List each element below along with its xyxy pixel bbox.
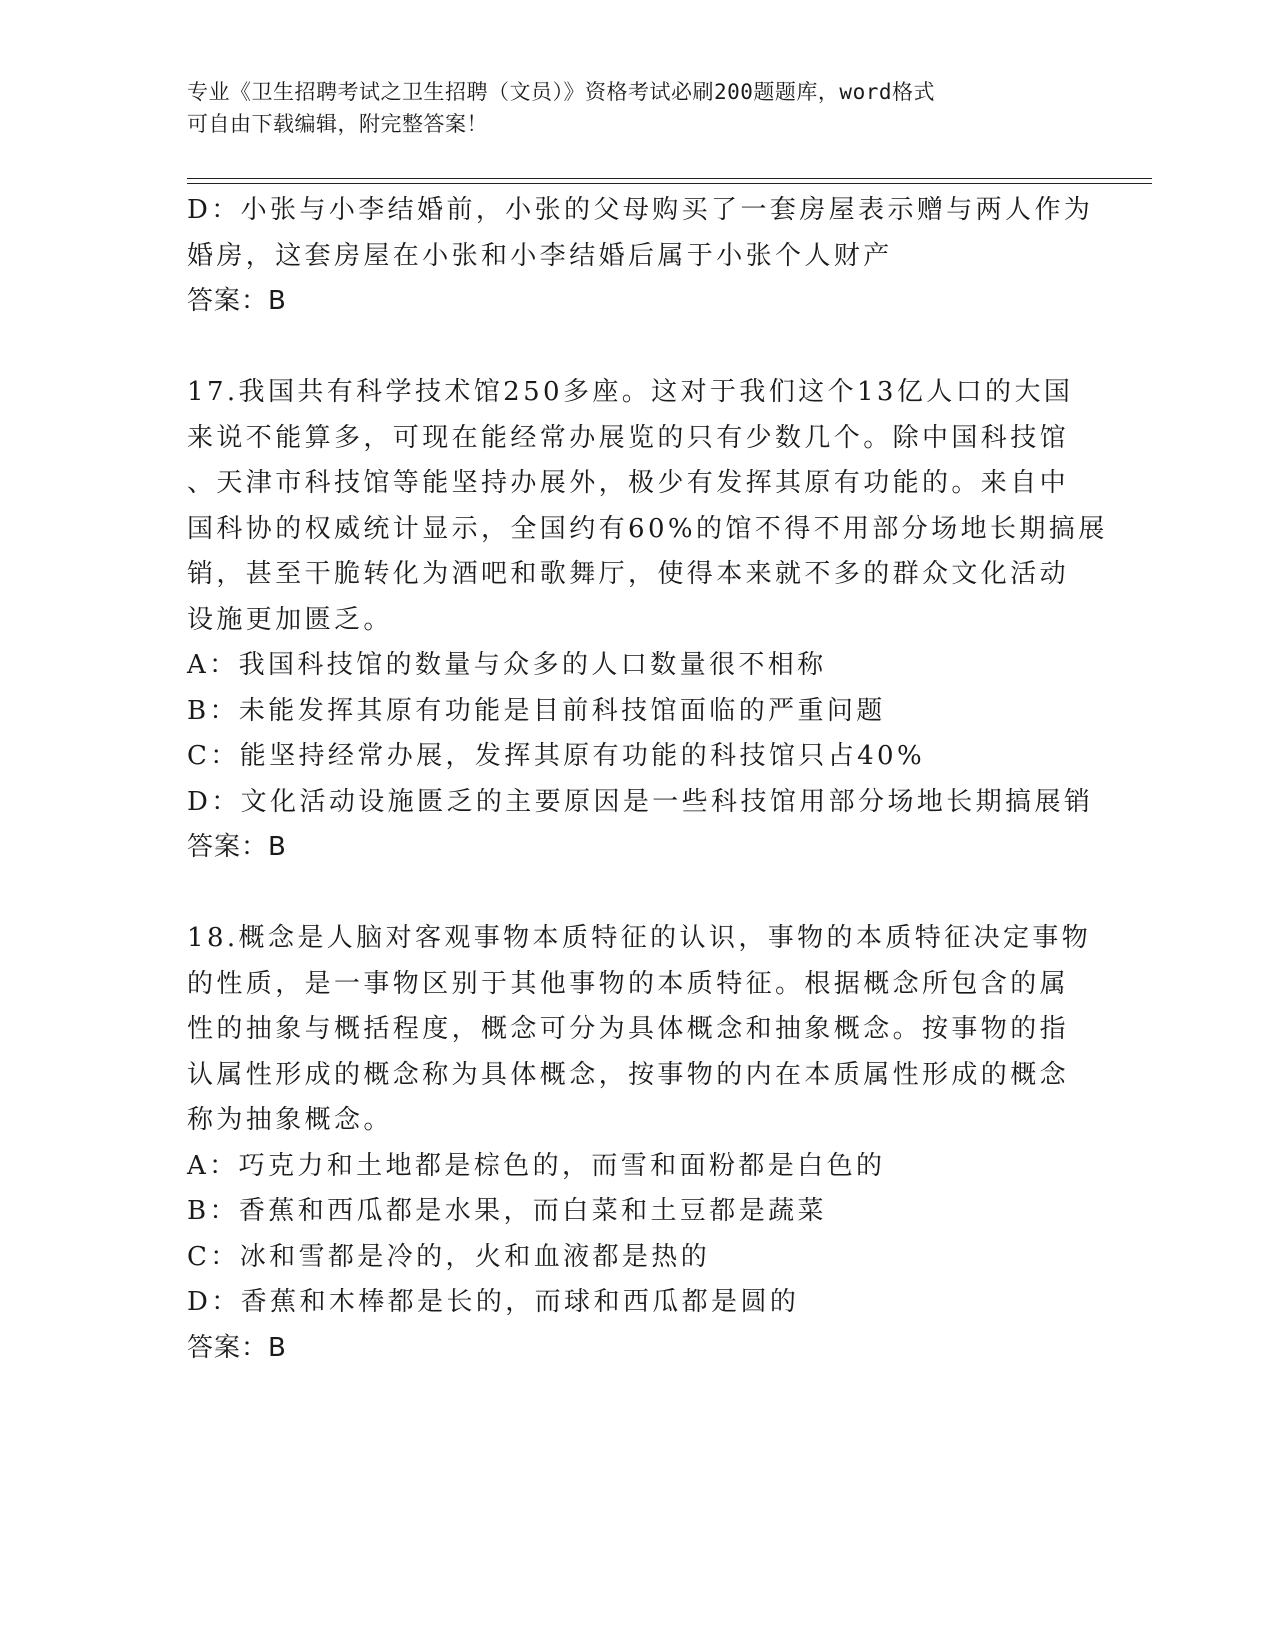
question-stem: 国科协的权威统计显示，全国约有60%的馆不得不用部分场地长期搞展 [187,513,1108,544]
option-a: A：巧克力和土地都是棕色的，而雪和面粉都是白色的 [187,1150,886,1181]
option-b: B：香蕉和西瓜都是水果，而白菜和土豆都是蔬菜 [187,1196,827,1226]
header-divider [187,178,1152,179]
spacer [187,871,1087,917]
question-stem: 认属性形成的概念称为具体概念，按事物的内在本质属性形成的概念 [187,1059,1070,1090]
option-d: 婚房，这套房屋在小张和小李结婚后属于小张个人财产 [187,240,893,271]
question-stem: 、天津市科技馆等能坚持办展外，极少有发挥其原有功能的。来自中 [187,468,1070,498]
option-c: C：能坚持经常办展，发挥其原有功能的科技馆只占40% [187,741,926,771]
spacer [187,325,1087,371]
question-stem: 18.概念是人脑对客观事物本质特征的认识，事物的本质特征决定事物 [187,923,1092,953]
answer: 答案：B [187,286,287,316]
answer: 答案：B [187,832,287,862]
option-d: D：香蕉和木棒都是长的，而球和西瓜都是圆的 [187,1287,800,1317]
header-line: 专业《卫生招聘考试之卫生招聘（文员）》资格考试必刷200题题库，word格式 [187,80,935,104]
option-d: D：文化活动设施匮乏的主要原因是一些科技馆用部分场地长期搞展销 [187,786,1094,817]
answer: 答案：B [187,1332,287,1363]
option-a: A：我国科技馆的数量与众多的人口数量很不相称 [187,650,827,680]
option-d: D：小张与小李结婚前，小张的父母购买了一套房屋表示赠与两人作为 [187,195,1094,225]
question-17 [187,370,1108,871]
option-b: B：未能发挥其原有功能是目前科技馆面临的严重问题 [187,695,886,726]
question-stem: 销，甚至干脆转化为酒吧和歌舞厅，使得本来就不多的群众文化活动 [187,559,1070,589]
question-stem: 来说不能算多，可现在能经常办展览的只有少数几个。除中国科技馆 [187,422,1070,453]
header-divider [187,183,1152,184]
option-c: C：冰和雪都是冷的，火和血液都是热的 [187,1241,711,1272]
question-18 [187,916,1092,1371]
question-stem: 设施更加匮乏。 [187,604,393,635]
question-stem: 17.我国共有科学技术馆250多座。这对于我们这个13亿人口的大国 [187,377,1074,407]
question-stem: 的性质，是一事物区别于其他事物的本质特征。根据概念所包含的属 [187,968,1070,999]
document-header [187,76,1087,140]
header-line: 可自由下载编辑，附完整答案！ [187,112,488,136]
question-continued [187,188,1094,325]
question-stem: 称为抽象概念。 [187,1105,393,1135]
document-body [187,188,1108,1371]
question-stem: 性的抽象与概括程度，概念可分为具体概念和抽象概念。按事物的指 [187,1014,1070,1044]
